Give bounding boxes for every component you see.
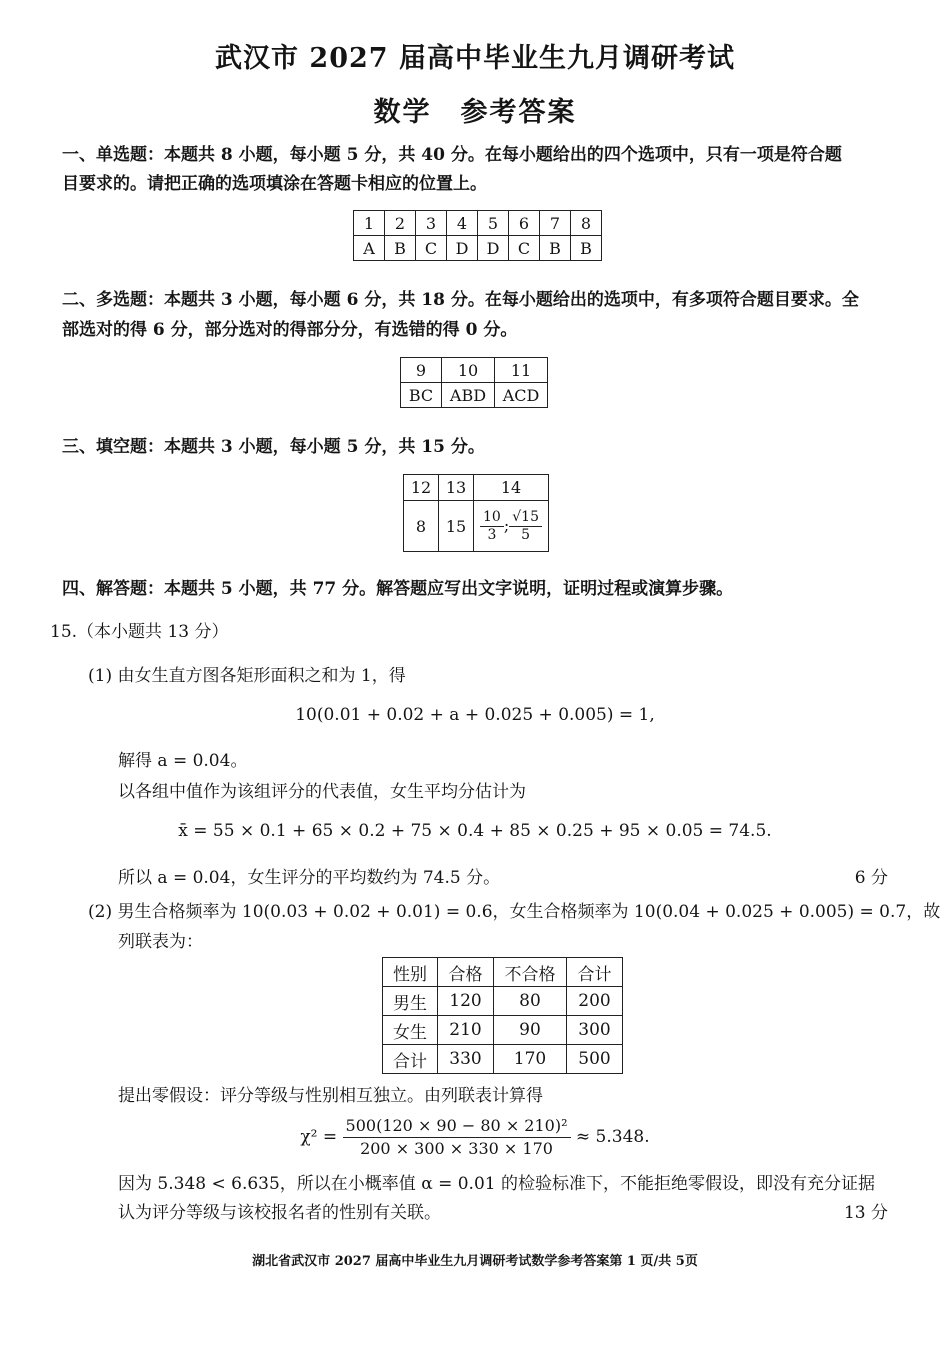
table-row [383,987,623,1016]
table-cell: 12 [404,475,439,501]
table-cell: ACD [495,383,548,408]
table-cell: B [385,236,416,261]
table-header: 合计 [567,958,623,987]
table-cell: ABD [442,383,495,408]
document-title: 数学 参考答案 [373,97,577,128]
table-cell: 500 [567,1045,623,1074]
table-header: 不合格 [494,958,567,987]
table-cell: 4 [447,211,478,236]
page-footer: 湖北省武汉市 2027 届高中毕业生九月调研考试数学参考答案第 1 页/共 5页 [252,1254,698,1269]
table-cell: B [540,236,571,261]
chi-square-equation [0,1115,950,1160]
conclusion-line2: 认为评分等级与该校报名者的性别有关联。 [118,1203,441,1223]
fill-blank-answer-table [403,474,549,552]
equation-mean: x̄ = 55 × 0.1 + 65 × 0.2 + 75 × 0.4 + 85 × 0.25 + 95 × 0.05 = 74.5. [178,821,772,841]
question-heading: 15.（本小题共 13 分） [50,622,229,642]
fraction-denominator: 5 [521,526,531,543]
table-cell: A [354,236,385,261]
table-cell: 300 [567,1016,623,1045]
part1-intro: (1) 由女生直方图各矩形面积之和为 1，得 [88,666,406,686]
table-cell: 6 [509,211,540,236]
fraction-numerator: 10 [480,509,504,527]
table-cell: 女生 [383,1016,438,1045]
table-cell: 7 [540,211,571,236]
table-row [401,358,548,383]
exam-title: 武汉市 2027 届高中毕业生九月调研考试 [215,43,735,74]
table-row [354,236,602,261]
table-row [383,1045,623,1074]
table-cell: 200 [567,987,623,1016]
multi-choice-answer-table [400,357,548,408]
table-cell: D [447,236,478,261]
table-cell: 合计 [383,1045,438,1074]
section1-text-line2: 目要求的。请把正确的选项填涂在答题卡相应的位置上。 [62,174,487,194]
table-cell-14 [474,501,549,552]
chi-square-lhs: χ² = [300,1127,338,1147]
table-row [383,958,623,987]
table-cell: D [478,236,509,261]
table-cell: 1 [354,211,385,236]
table-cell: 9 [401,358,442,383]
table-cell: C [509,236,540,261]
part1-mean-intro: 以各组中值作为该组评分的代表值，女生平均分估计为 [118,782,526,802]
table-cell: BC [401,383,442,408]
table-cell: 10 [442,358,495,383]
table-cell: B [571,236,602,261]
null-hypothesis: 提出零假设：评分等级与性别相互独立。由列联表计算得 [118,1086,543,1106]
table-row [383,1016,623,1045]
section1-text-line1: 一、单选题：本题共 8 小题，每小题 5 分，共 40 分。在每小题给出的四个选项中，只有一项是符合题 [62,145,842,165]
section2-text-line1: 二、多选题：本题共 3 小题，每小题 6 分，共 18 分。在每小题给出的选项中，有多项符合题目要求。全 [62,290,859,310]
fraction [343,1115,571,1160]
solve-a: 解得 a = 0.04。 [118,751,248,771]
table-row [404,475,549,501]
table-cell: 14 [474,475,549,501]
table-header: 合格 [438,958,494,987]
part2-line2: 列联表为： [118,932,203,952]
table-row [404,501,549,552]
fraction [480,509,504,544]
table-cell: 90 [494,1016,567,1045]
fraction-numerator: 500(120 × 90 − 80 × 210)² [343,1115,571,1138]
table-cell: 5 [478,211,509,236]
part2-line1: (2) 男生合格频率为 10(0.03 + 0.02 + 0.01) = 0.6，女生合格频率为 10(0.04 + 0.025 + 0.005) = 0.7，故 [88,902,941,922]
contingency-table [382,957,623,1074]
score-label: 13 分 [843,1203,888,1223]
table-cell: C [416,236,447,261]
table-cell: 210 [438,1016,494,1045]
chi-square-rhs: ≈ 5.348. [575,1127,650,1147]
table-cell: 男生 [383,987,438,1016]
table-cell: 8 [571,211,602,236]
part1-conclusion: 所以 a = 0.04，女生评分的平均数约为 74.5 分。 [118,868,501,888]
table-cell: 13 [439,475,474,501]
table-cell: 3 [416,211,447,236]
table-cell: 11 [495,358,548,383]
conclusion-line1: 因为 5.348 < 6.635，所以在小概率值 α = 0.01 的检验标准下，不能拒绝零假设，即没有充分证据 [118,1174,875,1194]
table-row [401,383,548,408]
single-choice-answer-table [353,210,602,261]
section3-text: 三、填空题：本题共 3 小题，每小题 5 分，共 15 分。 [62,437,485,457]
table-cell: 2 [385,211,416,236]
table-cell: 170 [494,1045,567,1074]
equation-area-sum: 10(0.01 + 0.02 + a + 0.025 + 0.005) = 1, [295,705,655,725]
fraction-denominator: 3 [487,526,497,543]
table-cell: 120 [438,987,494,1016]
table-row [354,211,602,236]
separator: ; [503,515,510,535]
fraction-denominator: 200 × 300 × 330 × 170 [360,1139,553,1158]
table-header: 性别 [383,958,438,987]
table-cell: 8 [404,501,439,552]
table-cell: 15 [439,501,474,552]
fraction-numerator: √15 [509,509,542,527]
section2-text-line2: 部选对的得 6 分，部分选对的得部分分，有选错的得 0 分。 [62,320,518,340]
score-label: 6 分 [854,868,888,888]
fraction [509,509,542,544]
section4-text: 四、解答题：本题共 5 小题，共 77 分。解答题应写出文字说明，证明过程或演算步骤。 [62,579,734,599]
table-cell: 330 [438,1045,494,1074]
table-cell: 80 [494,987,567,1016]
